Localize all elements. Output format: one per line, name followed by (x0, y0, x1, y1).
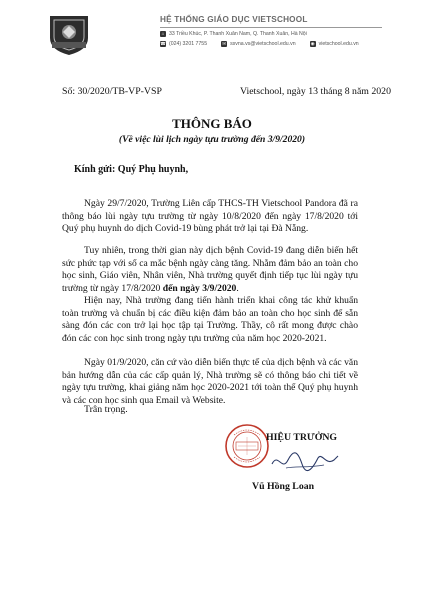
paragraph-2: Tuy nhiên, trong thời gian này dịch bệnh Covid-19 đang diễn biến hết sức phức tạp với số ca mắc bệnh ngày càng tăng. Nhằm đảm bảo an toàn cho học sinh, Giáo viên, Nhân viên, Nhà trường quyết định tiếp tục lùi ngày tựu trường từ ngày 17/8/2020 đến ngày 3/9/2020. (62, 245, 358, 294)
org-name: HỆ THỐNG GIÁO DỤC VIETSCHOOL (160, 15, 308, 24)
email-icon: ✉ (222, 41, 226, 46)
paragraph-2-text: Tuy nhiên, trong thời gian này dịch bệnh Covid-19 đang diễn biến hết sức phức tạp với số ca mắc bệnh ngày càng tăng. Nhằm đảm bảo an toàn cho học sinh, Giáo viên, Nhân viên, Nhà trường quyết định tiếp tục lùi ngày tựu trường từ ngày 17/8/2020 (62, 245, 358, 294)
phone-icon: ☎ (160, 41, 166, 46)
greeting: Kính gửi: Quý Phụ huynh, (74, 164, 189, 175)
header-divider (160, 27, 382, 28)
address-text: 33 Triều Khúc, P. Thanh Xuân Nam, Q. Thanh Xuân, Hà Nội (169, 31, 307, 37)
globe-icon: ◉ (310, 41, 315, 46)
website-text: vietschool.edu.vn (318, 41, 359, 47)
ref-number: Số: 30/2020/TB-VP-VSP (62, 86, 162, 97)
doc-title: THÔNG BÁO (172, 116, 252, 131)
official-stamp (224, 423, 270, 469)
paragraph-1: Ngày 29/7/2020, Trường Liên cấp THCS-TH Vietschool Pandora đã ra thông báo lùi ngày tựu trường từ ngày 10/8/2020 đến ngày 17/8/2020 tới Quý phụ huynh do dịch Covid-19 bùng phát trở lại tại Đà Nẵng. (62, 198, 358, 235)
paragraph-2-bold: đến ngày 3/9/2020 (162, 282, 237, 294)
school-logo (46, 12, 92, 56)
doc-subtitle: (Về việc lùi lịch ngày tựu trường đến 3/9/2020) (118, 134, 306, 145)
location-icon: ⌂ (161, 31, 165, 36)
handwritten-signature (268, 446, 342, 476)
paragraph-4: Ngày 01/9/2020, căn cứ vào diễn biến thực tế của dịch bệnh và các văn bản hướng dẫn của các cấp quản lý, Nhà trường sẽ có thông báo chi tiết về ngày tựu trường, khai giảng năm học 2020-2021 tới toàn thể Quý phụ huynh và các con học sinh qua Email và Website. (62, 357, 358, 406)
paragraph-3: Hiện nay, Nhà trường đang tiến hành triển khai công tác khử khuẩn toàn trường và chuẩn bị các điều kiện đảm bảo an toàn cho học sinh để sẵn sàng đón các con trở lại học tập tại Trường. Thầy, cô rất mong được chào đón các con học sinh trong ngày tựu trường của năm học 2020-2021. (62, 295, 358, 344)
closing: Trân trọng. (84, 404, 128, 415)
date-line: Vietschool, ngày 13 tháng 8 năm 2020 (240, 86, 391, 97)
signer-role: HIỆU TRƯỞNG (266, 432, 338, 443)
email-text: ssvna.vs@vietschool.edu.vn (230, 41, 296, 47)
address-row (160, 31, 307, 37)
signer-name: Vũ Hồng Loan (252, 481, 315, 492)
phone-text: (024) 3201 7755 (169, 41, 208, 47)
contact-row (160, 41, 359, 47)
